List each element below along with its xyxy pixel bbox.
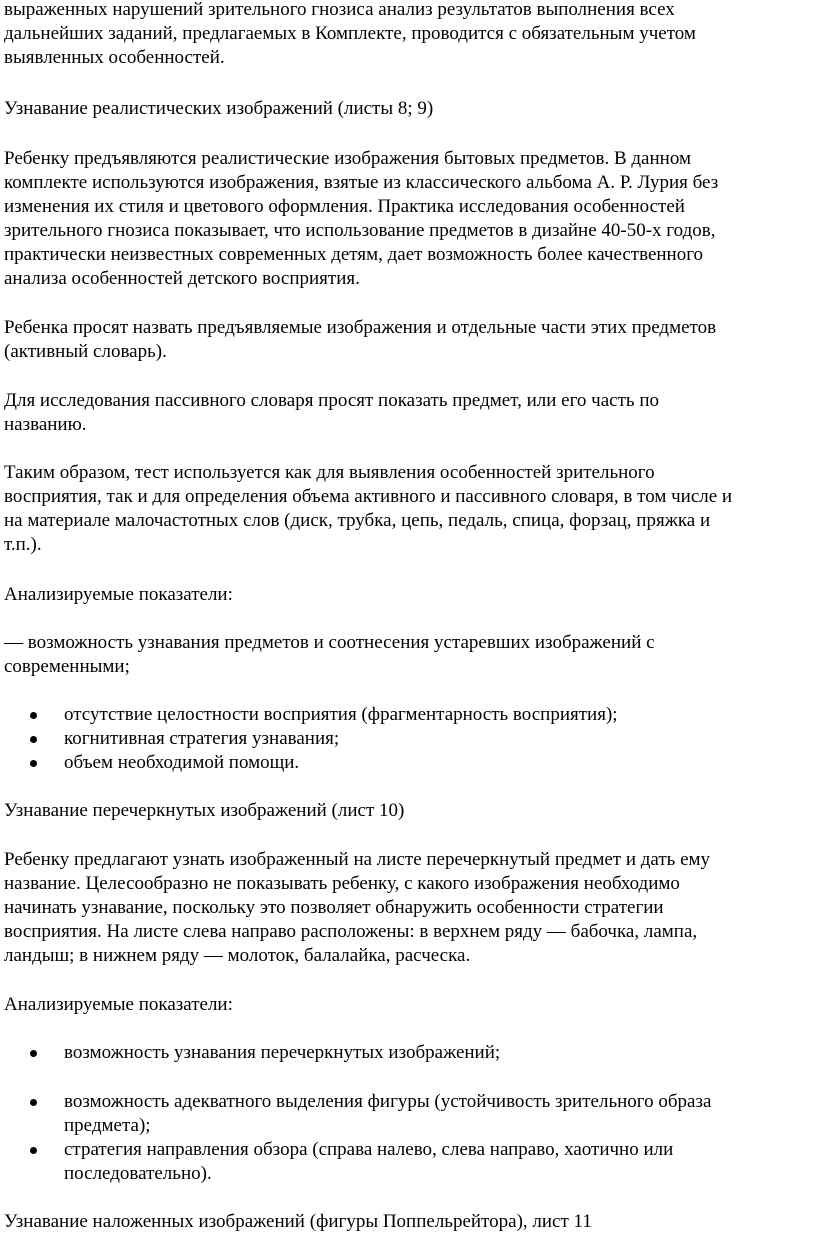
section-heading: Узнавание наложенных изображений (фигуры Поппельрейтора), лист 11 [4,1211,592,1232]
text-line: комплекте используются изображения, взятые из классического альбома А. Р. Лурия без [4,172,719,193]
list-item: когнитивная стратегия узнавания; [64,728,340,749]
list-item: стратегия направления обзора (справа налево, слева направо, хаотично или [64,1139,674,1160]
bullet-icon [30,1050,37,1057]
bullet-icon [30,760,37,767]
text-line: — возможность узнавания предметов и соотнесения устаревших изображений с [4,632,655,653]
text-line: Таким образом, тест используется как для выявления особенностей зрительного [4,462,655,483]
list-item-continuation: предмета); [64,1115,151,1136]
indicators-heading: Анализируемые показатели: [4,584,233,605]
bullet-icon [30,1099,37,1106]
text-line: практически неизвестных современных детям, дает возможность более качественного [4,244,704,265]
text-line: зрительного гнозиса показывает, что использование предметов в дизайне 40-50-х годов, [4,220,716,241]
bullet-icon [30,712,37,719]
text-line: названию. [4,414,87,435]
text-line: на материале малочастотных слов (диск, трубка, цепь, педаль, спица, форзац, пряжка и [4,510,711,531]
section-heading: Узнавание перечеркнутых изображений (лист 10) [4,800,405,821]
text-line: анализа особенностей детского восприятия. [4,268,360,289]
text-line: (активный словарь). [4,341,167,362]
text-line: Ребенку предъявляются реалистические изображения бытовых предметов. В данном [4,148,691,169]
section-heading: Узнавание реалистических изображений (листы 8; 9) [4,98,434,119]
list-item-continuation: последовательно). [64,1163,212,1184]
text-line: изменения их стиля и цветового оформления. Практика исследования особенностей [4,196,685,217]
text-line: восприятия. На листе слева направо расположены: в верхнем ряду — бабочка, лампа, [4,921,698,942]
list-item: отсутствие целостности восприятия (фрагментарность восприятия); [64,704,618,725]
text-line: начинать узнавание, поскольку это позволяет обнаружить особенности стратегии [4,897,664,918]
bullet-icon [30,1147,37,1154]
list-item: объем необходимой помощи. [64,752,300,773]
indicators-heading: Анализируемые показатели: [4,994,233,1015]
text-line: Ребенка просят назвать предъявляемые изображения и отдельные части этих предметов [4,317,717,338]
text-line: Для исследования пассивного словаря просят показать предмет, или его часть по [4,390,659,411]
text-line: восприятия, так и для определения объема активного и пассивного словаря, в том числе и [4,486,733,507]
list-item: возможность адекватного выделения фигуры (устойчивость зрительного образа [64,1091,712,1112]
text-line: выраженных нарушений зрительного гнозиса анализ результатов выполнения всех [4,0,675,20]
text-line: выявленных особенностей. [4,47,225,68]
text-line: дальнейших заданий, предлагаемых в Комплекте, проводится с обязательным учетом [4,23,696,44]
text-line: современными; [4,656,130,677]
text-line: Ребенку предлагают узнать изображенный на листе перечеркнутый предмет и дать ему [4,849,711,870]
text-line: название. Целесообразно не показывать ребенку, с какого изображения необходимо [4,873,680,894]
bullet-icon [30,736,37,743]
text-line: т.п.). [4,534,42,555]
text-line: ландыш; в нижнем ряду — молоток, балалайка, расческа. [4,945,471,966]
list-item: возможность узнавания перечеркнутых изображений; [64,1042,501,1063]
